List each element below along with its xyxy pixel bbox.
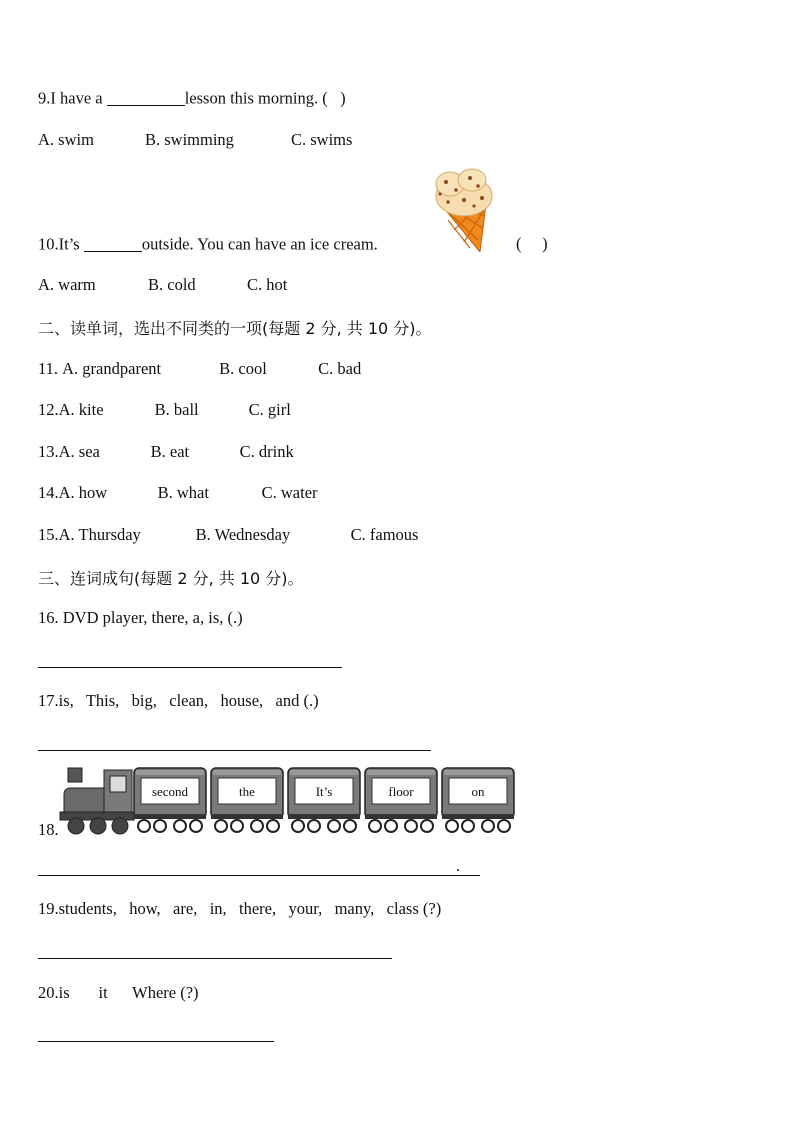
option[interactable]: C. swims xyxy=(291,130,353,149)
wheel-icon xyxy=(154,820,166,832)
wheel-icon xyxy=(292,820,304,832)
option[interactable]: B. cold xyxy=(148,275,196,294)
wheel-icon xyxy=(251,820,263,832)
section-3-title: 三、连词成句(每题 2 分, 共 10 分)。 xyxy=(38,569,304,588)
question-10 xyxy=(38,234,378,255)
train-car-word: It’s xyxy=(315,784,333,799)
question-13 xyxy=(38,442,294,462)
question-number: 10. xyxy=(38,234,59,254)
question-20: 20.is it Where (?) xyxy=(38,983,199,1002)
answer-line[interactable] xyxy=(38,667,342,668)
wheel-icon xyxy=(344,820,356,832)
answer-paren[interactable]: ( ) xyxy=(516,234,548,253)
question-number: 14. xyxy=(38,483,59,502)
train-car-word: floor xyxy=(388,784,414,799)
question-12 xyxy=(38,400,291,420)
option[interactable]: A. grandparent xyxy=(62,359,162,378)
wheel-icon xyxy=(267,820,279,832)
train-car xyxy=(134,768,206,832)
wheel-icon xyxy=(421,820,433,832)
wheel-icon xyxy=(498,820,510,832)
train-car-word: second xyxy=(151,784,189,799)
question-text: It’s xyxy=(58,234,84,254)
wheel-icon xyxy=(308,820,320,832)
wheel-icon xyxy=(190,820,202,832)
option[interactable]: B. Wednesday xyxy=(195,525,291,544)
option[interactable]: B. cool xyxy=(219,359,267,378)
option[interactable]: C. water xyxy=(261,483,318,502)
option[interactable]: C. drink xyxy=(239,442,294,461)
wheel-icon xyxy=(385,820,397,832)
question-18-number: 18. xyxy=(38,820,59,839)
train-car-word: on xyxy=(471,784,485,799)
option[interactable]: A. Thursday xyxy=(58,525,141,544)
answer-line[interactable] xyxy=(38,1041,274,1042)
question-text: outside. You can have an ice cream. xyxy=(141,234,378,254)
train-car xyxy=(288,768,360,832)
wheel-icon xyxy=(405,820,417,832)
answer-blank[interactable] xyxy=(84,234,142,252)
train-car xyxy=(365,768,437,832)
question-17: 17.is, This, big, clean, house, and (.) xyxy=(38,691,319,710)
wheel-icon xyxy=(174,820,186,832)
answer-line[interactable] xyxy=(38,750,431,751)
question-9-options xyxy=(38,130,352,150)
question-9 xyxy=(38,88,346,109)
option[interactable]: C. hot xyxy=(247,275,288,294)
wheel-icon xyxy=(482,820,494,832)
option[interactable]: A. how xyxy=(58,483,108,502)
question-16: 16. DVD player, there, a, is, (.) xyxy=(38,608,243,627)
train-engine-icon xyxy=(60,768,134,834)
answer-blank[interactable] xyxy=(107,88,185,106)
question-text: lesson this morning. ( xyxy=(184,88,328,108)
option[interactable]: B. eat xyxy=(150,442,190,461)
question-number: 9. xyxy=(38,88,51,108)
answer-paren[interactable]: ) xyxy=(327,88,346,108)
wheel-icon xyxy=(328,820,340,832)
section-2-title: 二、读单词，选出不同类的一项(每题 2 分, 共 10 分)。 xyxy=(38,319,432,338)
option[interactable]: A. sea xyxy=(58,442,100,461)
question-15 xyxy=(38,525,418,545)
wheel-icon xyxy=(215,820,227,832)
question-19: 19.students, how, are, in, there, your, many, class (?) xyxy=(38,899,442,918)
wheel-icon xyxy=(369,820,381,832)
option[interactable]: C. famous xyxy=(350,525,419,544)
option[interactable]: B. swimming xyxy=(145,130,234,149)
answer-line[interactable] xyxy=(38,875,480,876)
question-number: 12. xyxy=(38,400,59,419)
train-car-word: the xyxy=(239,784,255,799)
ice-cream-icon xyxy=(428,168,500,252)
option[interactable]: A. warm xyxy=(38,275,96,294)
question-10-options xyxy=(38,275,287,295)
question-14 xyxy=(38,483,318,503)
wheel-icon xyxy=(231,820,243,832)
train-icon xyxy=(58,764,520,836)
option[interactable]: C. bad xyxy=(318,359,362,378)
option[interactable]: C. girl xyxy=(248,400,291,419)
wheel-icon xyxy=(138,820,150,832)
sentence-period: . xyxy=(456,856,461,875)
question-number: 13. xyxy=(38,442,59,461)
answer-line[interactable] xyxy=(38,958,392,959)
question-number: 15. xyxy=(38,525,59,544)
option[interactable]: A. kite xyxy=(58,400,104,419)
question-number: 11. xyxy=(38,359,63,378)
option[interactable]: A. swim xyxy=(38,130,94,149)
wheel-icon xyxy=(446,820,458,832)
question-text: I have a xyxy=(50,88,107,108)
option[interactable]: B. ball xyxy=(154,400,199,419)
train-car xyxy=(211,768,283,832)
wheel-icon xyxy=(462,820,474,832)
question-11 xyxy=(38,359,361,379)
option[interactable]: B. what xyxy=(157,483,209,502)
train-car xyxy=(442,768,514,832)
